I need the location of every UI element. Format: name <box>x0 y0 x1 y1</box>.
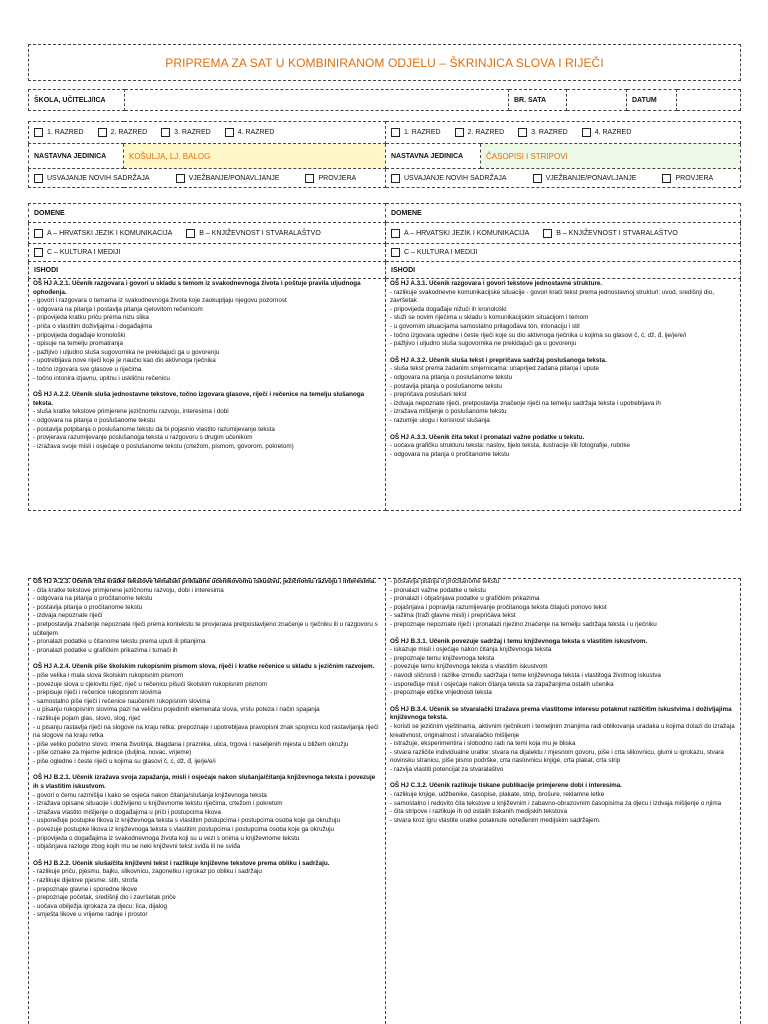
outcome-item: - odgovara na pitanja i postavlja pitanja cjelovitom rečenicom <box>33 305 203 313</box>
spacer <box>390 698 736 706</box>
domains-label-right: DOMENE <box>386 204 741 223</box>
outcome-heading: OŠ HJ A.3.2. Učenik sluša tekst i prepričava sadržaj poslušanoga teksta. <box>390 356 607 364</box>
outcomes-right-top <box>386 278 740 508</box>
outcome-item: - u pisanju rukopisnim slovima pazi na veličinu pojedinih elemenata slova, vrstu poteza i način spajanja <box>33 706 320 714</box>
checkbox-icon[interactable] <box>34 229 43 238</box>
outcome-item: - razlikuje priču, pjesmu, bajku, slikovnicu, zagonetku i igrokaz po obliku i sadržaju <box>33 868 262 876</box>
domain-b-left[interactable]: B – KNJIŽEVNOST I STVARALAŠTVO <box>186 229 321 238</box>
outcome-item: - u govornim situacijama samostalno prilagođava ton, intonaciju i stil <box>390 322 580 330</box>
lesson-check-right[interactable]: PROVJERA <box>662 174 713 183</box>
checkbox-icon[interactable] <box>582 128 591 137</box>
domains-ab-right <box>386 223 741 244</box>
unit-label-right: NASTAVNA JEDINICA <box>386 144 481 169</box>
outcome-item: - sluša kratke tekstove primjerene jezičnomu razvoju, interesima i dobi <box>33 408 229 416</box>
outcome-heading: OŠ HJ B.2.1. Učenik izražava svoja zapažanja, misli i osjećaje nakon slušanja/čitanja književnoga teksta i povezuje ih s vlastitim iskustvom. <box>33 774 378 791</box>
outcome-item: - pažljivo i uljudno sluša sugovornika ne prekidajući ga u govorenju <box>390 340 577 348</box>
outcome-item: - izražava opisane situacije i doživljeno u književnome tekstu riječima, crtežom i pokretom <box>33 800 283 808</box>
checkbox-icon[interactable] <box>518 128 527 137</box>
outcome-item: - izražava mišljenje o poslušanome tekstu <box>390 408 507 416</box>
page-title: PRIPREMA ZA SAT U KOMBINIRANOM ODJELU – ŠKRINJICA SLOVA I RIJEČI <box>165 55 604 70</box>
outcome-heading: OŠ HJ A.2.2. Učenik sluša jednostavne tekstove, točno izgovara glasove, riječi i rečenice na temelju slušanoga teksta. <box>33 391 366 407</box>
unit-value-left[interactable]: KOŠULJA, LJ. BALOG <box>124 144 386 169</box>
outcome-item: - pronalazi važne podatke u tekstu <box>390 586 486 594</box>
checkbox-icon[interactable] <box>176 174 185 183</box>
spacer <box>390 426 736 434</box>
outcome-item: - odgovara na pitanja o pročitanome tekstu <box>390 450 510 458</box>
domain-b-right[interactable]: B – KNJIŽEVNOST I STVARALAŠTVO <box>543 229 678 238</box>
outcome-item: - pojašnjava i popravlja razumijevanje pročitanoga teksta čitajući ponovo tekst <box>390 603 607 611</box>
outcome-item: - čita kratke tekstove primjerene jezičnomu razvoju, dobi i interesima <box>33 586 224 594</box>
lesson-new-right[interactable]: USVAJANJE NOVIH SADRŽAJA <box>391 174 507 183</box>
spacer <box>390 349 736 357</box>
checkbox-icon[interactable] <box>34 248 43 257</box>
outcome-item: - pronalazi podatke u grafičkim prikazima i tumači ih <box>33 646 178 654</box>
outcome-heading: OŠ HJ A.2.4. Učenik piše školskim rukopisnim pismom slova, riječi i kratke rečenice u skladu s jezičnim razvojem. <box>33 663 375 671</box>
outcome-item: - točno izgovara ogledne i česte riječi koje su dio aktivnoga rječnika u kojima su glasovi č, ć, dž, đ, ije/je/e/i <box>390 331 687 339</box>
spacer <box>33 852 380 860</box>
outcome-item: - odgovara na pitanja o poslušanome tekstu <box>390 373 513 381</box>
checkbox-icon[interactable] <box>305 174 314 183</box>
spacer <box>33 383 380 391</box>
unit-value-right[interactable]: ČASOPISI I STRIPOVI <box>481 144 741 169</box>
outcome-item: - upotrebljava nove riječi koje je naučio kao dio aktivnoga rječnika <box>33 357 216 365</box>
outcome-heading: OŠ HJ A.3.1. Učenik razgovara i govori tekstove jednostavne strukture. <box>390 280 603 287</box>
outcome-item: - samostalno i redovito čita tekstove u književnim i zabavno-obrazovnim časopisima za djecu i izdvaja mišljenje o njima <box>390 799 722 807</box>
checkbox-icon[interactable] <box>34 174 43 183</box>
grade-1-left[interactable]: 1. RAZRED <box>34 128 84 137</box>
outcome-item: - točno izgovara sve glasove u riječima <box>33 365 142 373</box>
outcomes-right-bottom <box>386 576 740 1024</box>
school-label: ŠKOLA, UČITELJ/ICA <box>29 90 125 111</box>
hour-field[interactable] <box>567 90 627 111</box>
lesson-practice-right[interactable]: VJEŽBANJE/PONAVLJANJE <box>533 174 637 183</box>
domains-ab-left <box>29 223 386 244</box>
outcome-item: - postavlja pitanja o poslušanome tekstu <box>390 382 503 390</box>
outcome-item: - opisuje na temelju promatranja <box>33 340 123 348</box>
outcome-item: - pripovijeda događaje nižući ih kronološki <box>390 305 507 313</box>
checkbox-icon[interactable] <box>391 229 400 238</box>
outcome-item: - služi se novim riječima u skladu s komunikacijskim situacijom i temom <box>390 314 589 322</box>
spacer <box>390 630 736 638</box>
outcome-item: - razvija vlastiti potencijal za stvaralaštvo <box>390 765 504 773</box>
checkbox-icon[interactable] <box>225 128 234 137</box>
school-field[interactable] <box>125 90 509 111</box>
outcome-heading: OŠ HJ A.2.3. Učenik čita kratke tekstove tematski prikladne učenikovomu iskustvu, jezičnomu razvoju i interesima. <box>33 578 377 585</box>
grade-3-right[interactable]: 3. RAZRED <box>518 128 568 137</box>
outcome-item: - smješta likove u vrijeme radnje i prostor <box>33 911 148 919</box>
outcome-item: - uspoređuje misli i osjećaje nakon čitanja teksta sa zapažanjima ostalih učenika <box>390 680 614 688</box>
outcome-item: - stvara kroz igru vlastite uratke potaknute određenim medijskim sadržajem. <box>390 816 601 824</box>
outcome-item: - razlikuje svakodnevne komunikacijske situacije - govori kraći tekst prema jednostavnoj strukturi: uvod, središnji dio, završetak <box>390 288 716 305</box>
unit-label-left: NASTAVNA JEDINICA <box>29 144 124 169</box>
outcome-item: - točno intonira izjavnu, upitnu i uskličnu rečenicu <box>33 374 170 382</box>
outcome-item: - sluša tekst prema zadanim smjernicama: unaprijed zadana pitanja i upute <box>390 365 599 373</box>
checkbox-icon[interactable] <box>391 248 400 257</box>
outcome-item: - prepričava poslušani tekst <box>390 391 467 399</box>
outcome-item: - provjerava razumijevanje poslušanoga teksta u razgovoru s drugim učenikom <box>33 434 253 442</box>
outcome-item: - u pisanju rastavlja riječi na slogove na kraju retka; prepoznaje i upotrebljava pravopisni znak spojnicu kod rastavljanja riječi na slogove na kraju retka <box>33 723 381 740</box>
outcome-item: - izdvaja nepoznate riječi <box>33 612 103 620</box>
outcome-item: - koristi se jezičnim vještinama, aktivnim rječnikom i temeljnim znanjima radi oblikovanja uradaka u kojima dolazi do izražaja kreativnost, originalnost i stvaralačko mišljenje <box>390 722 737 739</box>
grade-2-right[interactable]: 2. RAZRED <box>455 128 505 137</box>
lesson-new-left[interactable]: USVAJANJE NOVIH SADRŽAJA <box>34 174 150 183</box>
outcomes-label-left: ISHODI <box>29 262 386 279</box>
date-label: DATUM <box>627 90 677 111</box>
outcome-item: - izražava svoje misli i osjećaje o poslušanome tekstu (crtežom, pismom, govorom, pokretom) <box>33 442 294 450</box>
unit-table <box>28 121 741 188</box>
outcome-item: - izražava vlastito mišljenje o događajima u priči i postupcima likova <box>33 808 221 816</box>
outcome-item: - govori o čemu razmišlja i kako se osjeća nakon čitanja/slušanja književnoga teksta <box>33 791 267 799</box>
outcome-item: - govori i razgovara o temama iz svakodnevnoga života koje zaokupljaju njegovu pozornost <box>33 297 287 305</box>
outcomes-label-right: ISHODI <box>386 262 741 279</box>
outcome-item: - pripovijeda kratku priču prema nizu slika <box>33 314 149 322</box>
checkbox-icon[interactable] <box>186 229 195 238</box>
outcome-item: - odgovara na pitanja o poslušanome tekstu <box>33 416 156 424</box>
outcome-item: - prepoznaje temu književnoga teksta <box>390 654 495 662</box>
grades-right <box>386 122 741 144</box>
grade-2-left[interactable]: 2. RAZRED <box>98 128 148 137</box>
outcome-item: - uspoređuje postupke likova iz književnoga teksta s vlastitim postupcima i postupcima osoba koje ga okružuju <box>33 817 340 825</box>
outcome-item: - prepoznaje nepoznate riječi i pronalazi njezino značenje na temelju sadržaja teksta i u rječniku <box>390 620 657 628</box>
domains-label-left: DOMENE <box>29 204 386 223</box>
outcome-item: - objašnjava razloge zbog kojih mu se neki književni tekst sviđa ili ne sviđa <box>33 843 241 851</box>
outcomes-left-top <box>29 278 384 508</box>
outcome-item: - izdvaja nepoznate riječi, pretpostavlja značenje riječi na temelju sadržaja teksta i upotrebljava ih <box>390 399 661 407</box>
outcome-heading: OŠ HJ A.2.1. Učenik razgovara i govori u skladu s temom iz svakodnevnoga života i poštuje pravila uljudnoga ophođenja. <box>33 280 363 296</box>
outcome-item: - stvara različite individualne uratke: stvara na dijalektu / mjesnom govoru, piše i crta slikovnicu, glumi u igrokazu, stvara novinsku stranicu, piše pismo podrške, crta naslovnicu knjige, crta plakat, crta strip <box>390 748 726 765</box>
outcome-item: - samostalno piše riječi i rečenice naučenim rukopisnim slovima <box>33 697 211 705</box>
domains-c-right <box>386 244 741 262</box>
checkbox-icon[interactable] <box>391 174 400 183</box>
outcome-item: - pažljivo i uljudno sluša sugovornika ne prekidajući ga u govorenju <box>33 348 220 356</box>
grade-4-left[interactable]: 4. RAZRED <box>225 128 275 137</box>
outcome-heading: OŠ HJ B.3.4. Učenik se stvaralački izražava prema vlastitome interesu potaknut različitim iskustvima i doživljajima književnoga teksta. <box>390 705 734 722</box>
domains-c-left <box>29 244 386 262</box>
outcome-item: - piše oznake za mjerne jedinice (duljina, novac, vrijeme) <box>33 749 192 757</box>
grades-left <box>29 122 386 144</box>
lesson-type-right <box>386 169 741 188</box>
grade-4-right[interactable]: 4. RAZRED <box>582 128 632 137</box>
outcome-heading: OŠ HJ B.2.2. Učenik sluša/čita književni tekst i razlikuje književne tekstove prema obliku i sadržaju. <box>33 859 330 867</box>
outcome-item: - povezuje postupke likova iz književnoga teksta s vlastitim postupcima i postupcima osoba koje ga okružuju <box>33 826 335 834</box>
outcome-item: - navodi sličnosti i razlike između sadržaja i teme književnoga teksta i vlastitoga životnog iskustva <box>390 671 661 679</box>
outcome-item: - priča o vlastitim doživljajima i događajima <box>33 322 152 330</box>
outcome-item: - pronalazi podatke u čitanome tekstu prema uputi ili pitanjima <box>33 638 206 646</box>
outcome-item: - razlikuje pojam glas, slovo, slog, riječ <box>33 714 141 722</box>
lesson-type-left <box>29 169 386 188</box>
domain-a-right[interactable]: A – HRVATSKI JEZIK I KOMUNIKACIJA <box>391 229 529 238</box>
lesson-check-left[interactable]: PROVJERA <box>305 174 356 183</box>
outcome-item: - odgovara na pitanja o pročitanome tekstu <box>33 595 153 603</box>
checkbox-icon[interactable] <box>662 174 671 183</box>
outcome-item: - povezuje slova u cjelovitu riječ, riječ u rečenicu pišući školskim rukopisnim pismom <box>33 680 268 688</box>
outcome-item: - razlikuje knjige, udžbenike, časopise, plakate, strip, brošure, reklamne letke <box>390 791 605 799</box>
checkbox-icon[interactable] <box>34 128 43 137</box>
domain-a-left[interactable]: A – HRVATSKI JEZIK I KOMUNIKACIJA <box>34 229 172 238</box>
outcome-heading: OŠ HJ A.3.3. Učenik čita tekst i pronalazi važne podatke u tekstu. <box>390 433 585 441</box>
grade-1-right[interactable]: 1. RAZRED <box>391 128 441 137</box>
checkbox-icon[interactable] <box>543 229 552 238</box>
outcome-item: - uočava obilježja igrokaza za djecu: lica, dijalog <box>33 902 168 910</box>
outcome-item: - prepoznaje etičke vrijednosti teksta <box>390 689 492 697</box>
domain-c-right[interactable]: C – KULTURA I MEDIJI <box>391 248 477 257</box>
outcome-item: - prepoznaje početak, središnji dio i završetak priče <box>33 894 176 902</box>
outcome-item: - razumije ulogu i korisnost slušanja <box>390 416 490 424</box>
checkbox-icon[interactable] <box>455 128 464 137</box>
outcome-item: - postavlja pitanja o pročitanome tekstu <box>33 603 143 611</box>
grade-3-left[interactable]: 3. RAZRED <box>161 128 211 137</box>
checkbox-icon[interactable] <box>98 128 107 137</box>
outcome-heading: OŠ HJ B.3.1. Učenik povezuje sadržaj i temu književnoga teksta s vlastitim iskustvom. <box>390 637 648 645</box>
outcome-item: - prepisuje riječi i rečenice rukopisnim slovima <box>33 689 162 697</box>
checkbox-icon[interactable] <box>391 128 400 137</box>
outcome-item: - pripovijeda o događajima iz svakodnevnoga života koji su u vezi s onima u književnome tekstu <box>33 834 300 842</box>
outcome-heading: OŠ HJ C.3.2. Učenik razlikuje tiskane publikacije primjerene dobi i interesima. <box>390 782 623 790</box>
title-box <box>28 44 741 81</box>
outcome-item: - povezuje temu književnoga teksta s vlastitim iskustvom <box>390 663 548 671</box>
date-field[interactable] <box>677 90 741 111</box>
outcome-item: - iskazuje misli i osjećaje nakon čitanja književnoga teksta <box>390 646 552 654</box>
outcome-item: - piše veliko početno slovo: imena životinja, blagdana i praznika, ulica, trgova i naseljenih mjesta u bližem okružju <box>33 740 349 748</box>
header-table <box>28 89 741 111</box>
checkbox-icon[interactable] <box>533 174 542 183</box>
outcome-item: - pripovijeda događaje kronološki <box>33 331 126 339</box>
outcome-item: - istražuje, eksperimentira i slobodno radi na temi koja mu je bliska <box>390 740 576 748</box>
outcome-item: - piše ogledne i česte riječi u kojima su glasovi č, ć, dž, đ, ije/je/e/i <box>33 757 216 765</box>
outcome-item: - razlikuje dijelove pjesme: stih, strofa <box>33 877 138 884</box>
lesson-practice-left[interactable]: VJEŽBANJE/PONAVLJANJE <box>176 174 280 183</box>
outcome-item: - pronalazi i objašnjava podatke u grafičkim prikazima <box>390 595 540 603</box>
domain-c-left[interactable]: C – KULTURA I MEDIJI <box>34 248 120 257</box>
outcome-item: - postavlja pitanja o pročitanome tekstu <box>390 578 500 585</box>
outcome-item: - čita stripove i razlikuje ih od ostalih tiskanih medijskih tekstova <box>390 808 568 816</box>
outcome-item: - postavlja potpitanja o poslušanome tekstu da bi pojasnio vlastito razumijevanje teksta <box>33 425 275 433</box>
outcome-item: - piše velika i mala slova školskim rukopisnim pismom <box>33 671 184 679</box>
outcomes-left-bottom <box>29 576 384 1024</box>
checkbox-icon[interactable] <box>161 128 170 137</box>
outcome-item: - prepoznaje glavne i sporedne likove <box>33 885 138 893</box>
outcome-item: - sažima (traži glavne misli) i prepričava tekst <box>390 612 516 620</box>
hour-label: BR. SATA <box>509 90 567 111</box>
outcome-item: - pretpostavlja značenje nepoznate riječi prema kontekstu te provjerava pretpostavljeno značenje u rječniku ili u razgovoru s učiteljem <box>33 620 380 637</box>
outcome-item: - uočava grafičku strukturu teksta: naslov, tijelo teksta, ilustracije i/ili fotografije, rubrike <box>390 442 630 450</box>
